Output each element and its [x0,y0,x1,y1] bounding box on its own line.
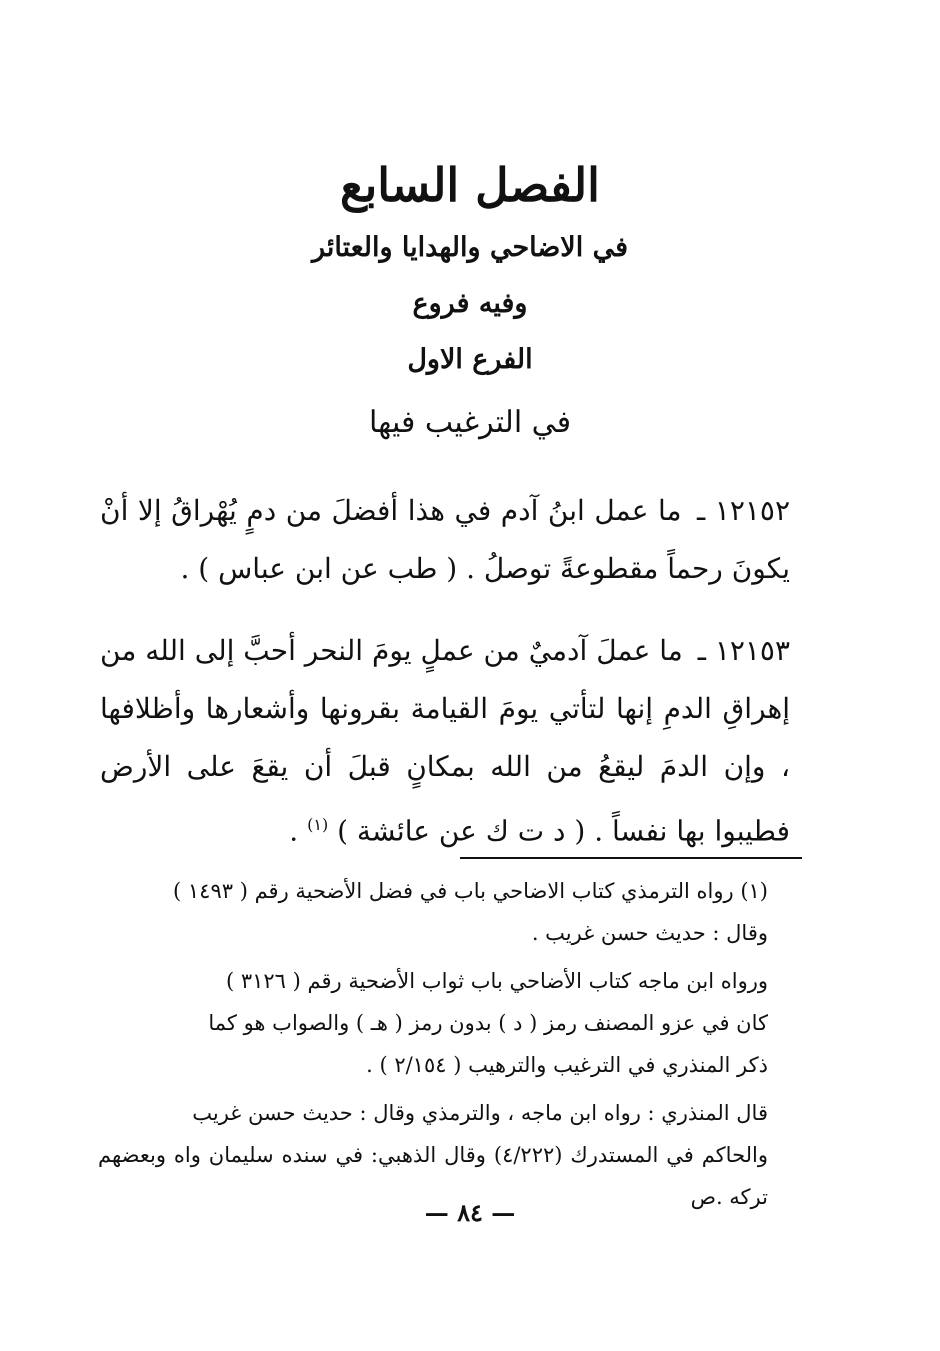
footnote-line: ذكر المنذري في الترغيب والترهيب ( ٢/١٥٤ ) . [366,1053,768,1077]
footnote-line: كان في عزو المصنف رمز ( د ) بدون رمز ( هـ ) والصواب هو كما [208,1011,768,1035]
hadith-12152 [100,482,790,598]
footnote-1 [98,870,768,954]
hadith-number: ١٢١٥٢ ـ [697,494,790,527]
chapter-title: الفصل السابع [340,158,600,212]
footnote-line: قال المنذري : رواه ابن ماجه ، والترمذي وقال : حديث حسن غريب [192,1101,768,1125]
footnote-line: والحاكم في المستدرك (٤/٢٢٢) وقال الذهبي: في سنده سليمان واه وبعضهم تركه .ص [98,1143,768,1209]
headings-block [0,150,940,458]
hadith-end: . [289,814,299,848]
hadith-body [100,482,790,884]
footnote-line: (١) رواه الترمذي كتاب الاضاحي باب في فضل الأضحية رقم ( ١٤٩٣ ) [173,879,768,903]
hadith-number: ١٢١٥٣ ـ [697,634,791,667]
footnote-line: وقال : حديث حسن غريب . [531,921,768,945]
topic-title: في الترغيب فيها [368,405,572,440]
hadith-12153 [100,622,790,860]
footnote-divider [460,857,802,859]
footnote-line: ورواه ابن ماجه كتاب الأضاحي باب ثواب الأضحية رقم ( ٣١٢٦ ) [225,969,768,993]
chapter-subtitle: في الاضاحي والهدايا والعتائر [311,232,629,263]
footnote-mark: (١) [307,815,329,834]
hadith-text: ما عمل ابنُ آدم في هذا أفضلَ من دمٍ يُهْراقُ إلا أنْ يكونَ رحماً مقطوعةً توصلُ . ( طب عن ابن عباس ) . [100,494,790,585]
chapter-subtitle-branches: وفيه فروع [412,288,528,319]
footnote-2 [98,960,768,1086]
page-number: — ٨٤ — [424,1198,516,1227]
branch-title: الفرع الاول [407,344,533,375]
hadith-text: ما عملَ آدميٌ من عملٍ يومَ النحر أحبَّ إلى الله من إهراقِ الدمِ إنها لتأتي يومَ القيامة بقرونها وأشعارها وأظلافها ، وإن الدمَ ليقعُ من الله بمكانٍ قبلَ أن يقعَ على الأرض فطيبوا بها نفساً . ( د ت ك عن عائشة ) [100,634,790,848]
footnotes-block [98,870,768,1224]
